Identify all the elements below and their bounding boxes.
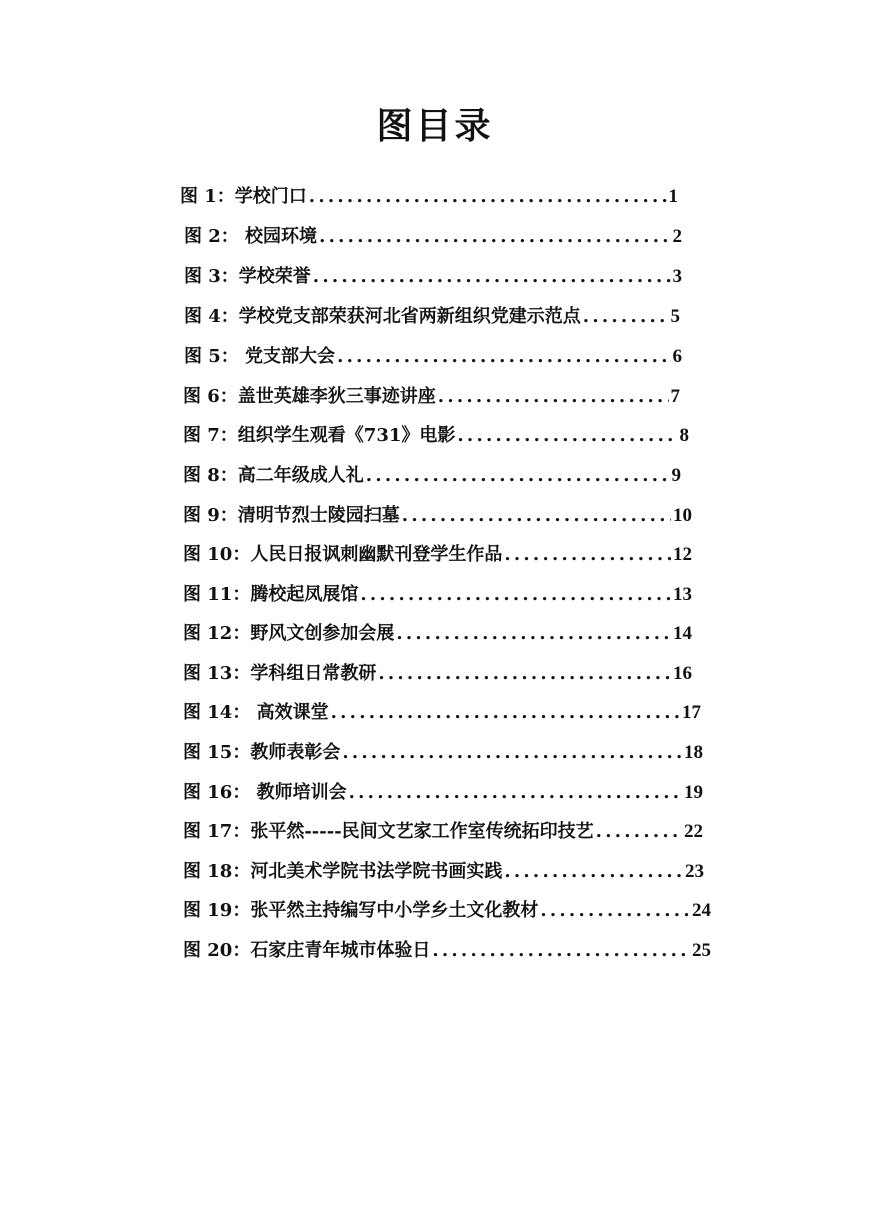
- toc-entry-16[interactable]: [183, 776, 703, 810]
- toc-entry-label: 图 15：教师表彰会: [183, 742, 341, 763]
- dot-leader: [596, 815, 682, 849]
- toc-entry-label: 图 3：学校荣誉: [184, 266, 311, 287]
- toc-entry-label: 图 10：人民日报讽刺幽默刊登学生作品: [183, 544, 503, 565]
- toc-entry-label: 图 14： 高效课堂: [183, 702, 329, 723]
- toc-entry-page: 25: [692, 940, 711, 961]
- toc-entry-3[interactable]: [184, 260, 682, 294]
- toc-entry-11[interactable]: [183, 578, 692, 612]
- toc-entry-label: 图 12：野风文创参加会展: [183, 623, 395, 644]
- toc-entry-5[interactable]: [184, 340, 682, 374]
- toc-entry-6[interactable]: [183, 380, 680, 414]
- toc-entry-page: 19: [684, 782, 703, 803]
- toc-entry-page: 17: [682, 702, 701, 723]
- toc-entry-page: 14: [673, 623, 692, 644]
- toc-entry-page: 9: [671, 465, 681, 486]
- toc-entry-19[interactable]: [183, 894, 711, 928]
- toc-entry-label: 图 17：张平然-----民间文艺家工作室传统拓印技艺: [183, 821, 594, 842]
- toc-entry-14[interactable]: [183, 696, 701, 730]
- toc-entry-page: 5: [670, 306, 680, 327]
- dot-leader: [360, 578, 671, 612]
- toc-entry-4[interactable]: [184, 300, 680, 334]
- dot-leader: [331, 696, 680, 730]
- toc-entry-label: 图 2： 校园环境: [184, 226, 318, 247]
- dot-leader: [309, 180, 667, 214]
- toc-entry-page: 7: [670, 386, 680, 407]
- dot-leader: [313, 260, 671, 294]
- dot-leader: [366, 459, 670, 493]
- toc-entry-18[interactable]: [183, 855, 704, 889]
- toc-entry-1[interactable]: [180, 180, 678, 214]
- toc-entry-label: 图 4：学校党支部荣获河北省两新组织党建示范点: [184, 306, 581, 327]
- toc-entry-9[interactable]: [183, 499, 692, 533]
- toc-entry-label: 图 19：张平然主持编写中小学乡土文化教材: [183, 900, 539, 921]
- dot-leader: [402, 499, 671, 533]
- toc-entry-10[interactable]: [183, 538, 692, 572]
- toc-entry-label: 图 1：学校门口: [180, 186, 307, 207]
- toc-entry-label: 图 9：清明节烈士陵园扫墓: [183, 505, 400, 526]
- dot-leader: [438, 380, 669, 414]
- toc-entry-15[interactable]: [183, 736, 703, 770]
- dot-leader: [504, 855, 683, 889]
- toc-entry-page: 8: [679, 425, 689, 446]
- toc-entry-13[interactable]: [183, 657, 692, 691]
- dot-leader: [504, 538, 671, 572]
- toc-entry-8[interactable]: [183, 459, 681, 493]
- toc-entry-page: 23: [685, 861, 704, 882]
- dot-leader: [540, 894, 690, 928]
- dot-leader: [337, 340, 670, 374]
- dot-leader: [342, 736, 682, 770]
- toc-entry-page: 22: [684, 821, 703, 842]
- dot-leader: [378, 657, 671, 691]
- toc-entry-label: 图 8：高二年级成人礼: [183, 465, 364, 486]
- page-title: 图目录: [376, 105, 494, 147]
- toc-entry-label: 图 5： 党支部大会: [184, 346, 336, 367]
- toc-entry-label: 图 18：河北美术学院书法学院书画实践: [183, 861, 503, 882]
- toc-entry-page: 2: [672, 226, 682, 247]
- dot-leader: [319, 220, 670, 254]
- toc-entry-12[interactable]: [183, 617, 692, 651]
- toc-entry-label: 图 7：组织学生观看《731》电影: [183, 425, 456, 446]
- toc-entry-label: 图 11：腾校起凤展馆: [183, 584, 359, 605]
- dot-leader: [432, 934, 690, 968]
- toc-entry-page: 10: [673, 505, 692, 526]
- dot-leader: [457, 419, 677, 453]
- dot-leader: [583, 300, 669, 334]
- toc-entry-20[interactable]: [183, 934, 711, 968]
- toc-entry-page: 6: [672, 346, 682, 367]
- toc-entry-label: 图 20：石家庄青年城市体验日: [183, 940, 431, 961]
- toc-entry-label: 图 6：盖世英雄李狄三事迹讲座: [183, 386, 436, 407]
- toc-entry-page: 3: [672, 266, 682, 287]
- toc-entry-page: 13: [673, 584, 692, 605]
- toc-entry-page: 1: [668, 186, 678, 207]
- toc-entry-label: 图 13：学科组日常教研: [183, 663, 377, 684]
- toc-entry-page: 24: [692, 900, 711, 921]
- toc-entry-2[interactable]: [184, 220, 682, 254]
- toc-entry-page: 18: [684, 742, 703, 763]
- toc-entry-label: 图 16： 教师培训会: [183, 782, 347, 803]
- dot-leader: [396, 617, 671, 651]
- toc-entry-17[interactable]: [183, 815, 703, 849]
- toc-entry-7[interactable]: [183, 419, 689, 453]
- toc-entry-page: 12: [673, 544, 692, 565]
- dot-leader: [349, 776, 682, 810]
- toc-entry-page: 16: [673, 663, 692, 684]
